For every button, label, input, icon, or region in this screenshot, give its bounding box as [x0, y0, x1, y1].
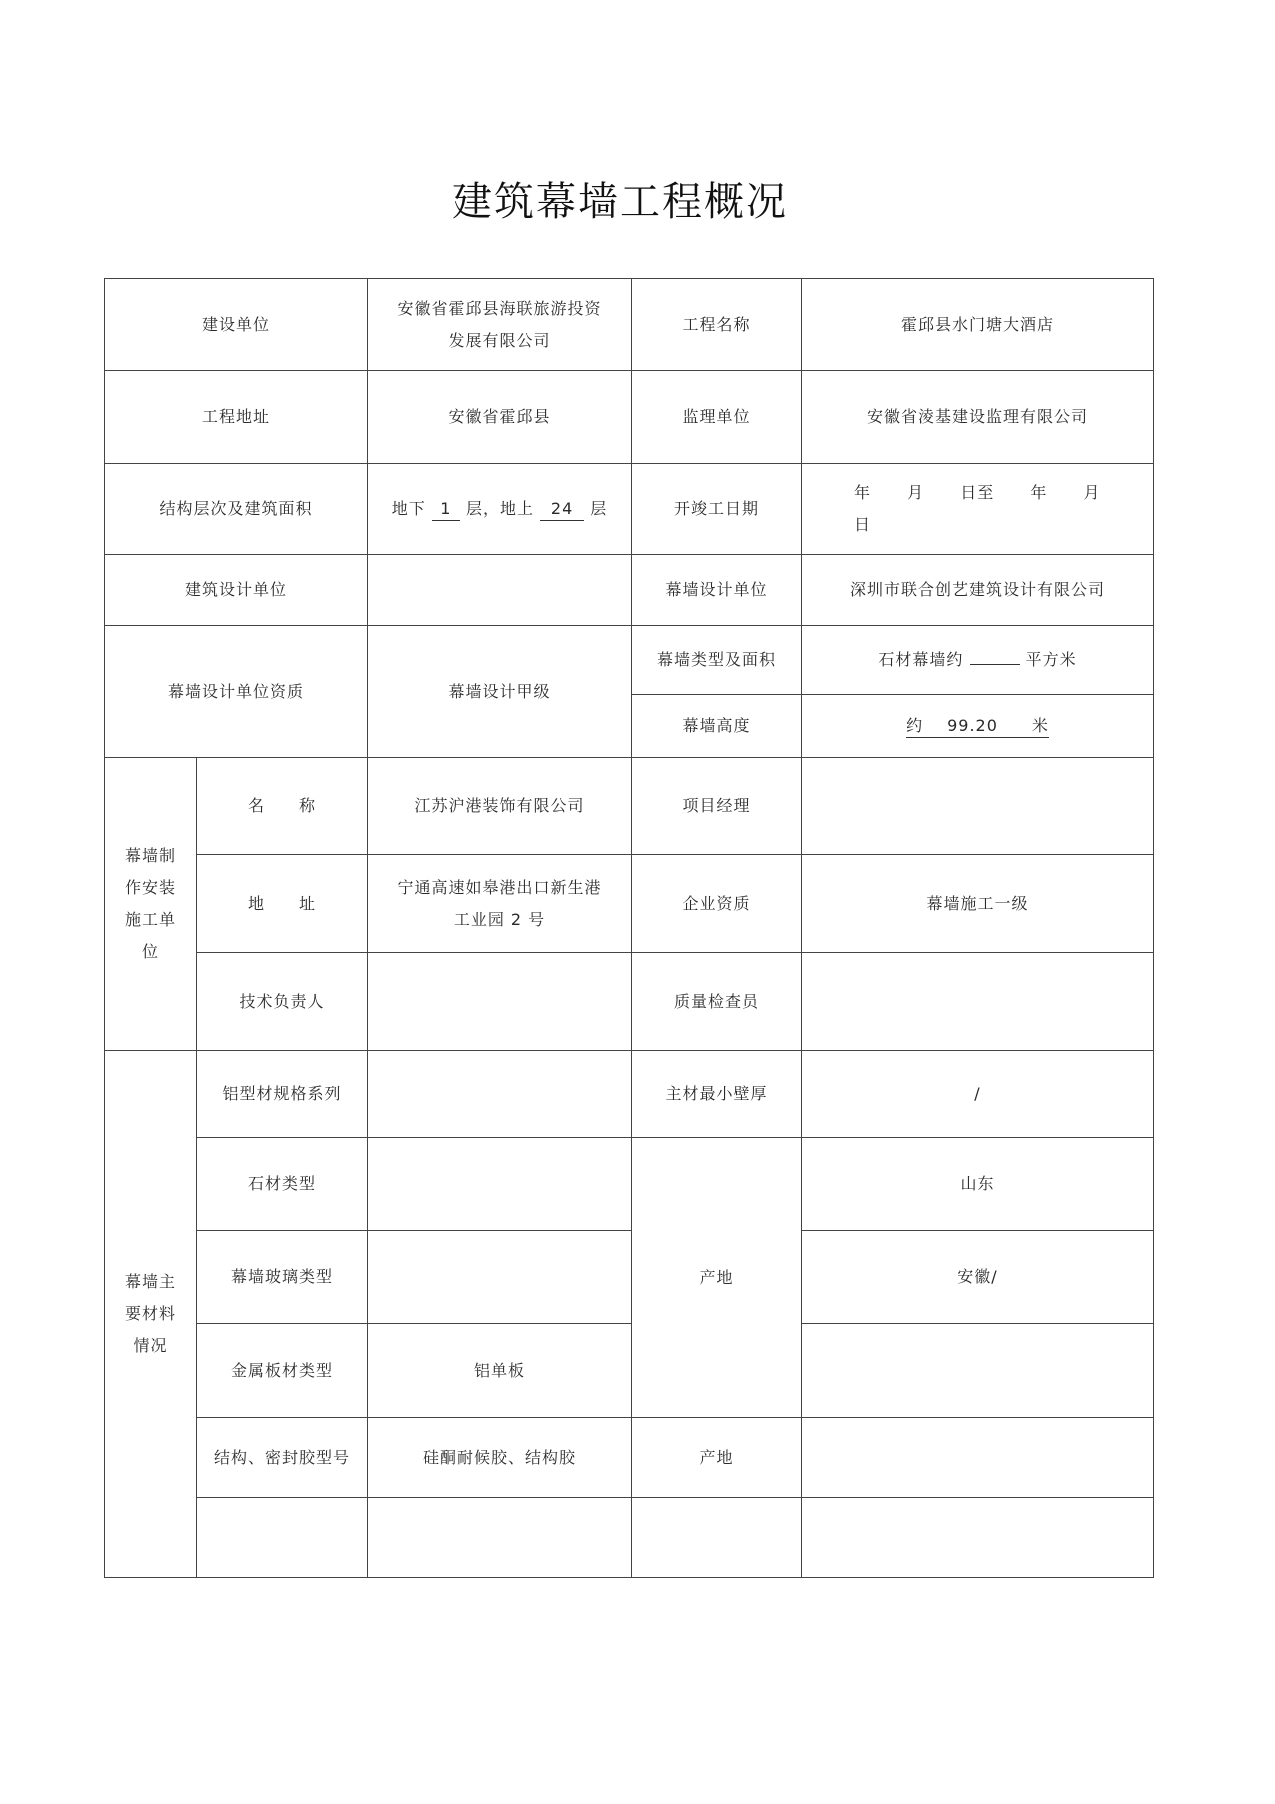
table-row [105, 1418, 1154, 1498]
pm-label: 项目经理 [632, 758, 802, 855]
contractor-addr-value: 宁通高速如皋港出口新生港 工业园 2 号 [368, 855, 632, 953]
above-floors: 24 [540, 498, 584, 521]
qc-value [802, 953, 1154, 1051]
empty-cell [368, 1498, 632, 1578]
origin-label: 产地 [632, 1138, 802, 1418]
curtain-design-value: 深圳市联合创艺建筑设计有限公司 [802, 555, 1154, 626]
page-title: 建筑幕墙工程概况 [452, 179, 788, 225]
stone-origin: 山东 [802, 1138, 1154, 1231]
empty-cell [197, 1498, 368, 1578]
qc-label: 质量检查员 [632, 953, 802, 1051]
metal-origin [802, 1324, 1154, 1418]
glass-value [368, 1231, 632, 1324]
table-row [105, 371, 1154, 464]
contractor-name-label: 名 称 [197, 758, 368, 855]
height-label: 幕墙高度 [632, 695, 802, 758]
tech-label: 技术负责人 [197, 953, 368, 1051]
design-qual-label: 幕墙设计单位资质 [105, 626, 368, 758]
empty-cell [632, 1498, 802, 1578]
stone-value [368, 1138, 632, 1231]
area-blank [970, 664, 1020, 665]
qual-label: 企业资质 [632, 855, 802, 953]
sealant-origin [802, 1418, 1154, 1498]
pm-value [802, 758, 1154, 855]
curtain-design-label: 幕墙设计单位 [632, 555, 802, 626]
table-row [105, 464, 1154, 555]
table-row [105, 1138, 1154, 1231]
table-row [105, 758, 1154, 855]
metal-label: 金属板材类型 [197, 1324, 368, 1418]
arch-design-label: 建筑设计单位 [105, 555, 368, 626]
underground-floors: 1 [432, 498, 460, 521]
type-area-value: 石材幕墙约 平方米 [802, 626, 1154, 695]
construction-unit-label: 建设单位 [105, 279, 368, 371]
address-value: 安徽省霍邱县 [368, 371, 632, 464]
height-value: 约 99.20 米 [802, 695, 1154, 758]
supervision-label: 监理单位 [632, 371, 802, 464]
contractor-name-value: 江苏沪港装饰有限公司 [368, 758, 632, 855]
empty-cell [802, 1498, 1154, 1578]
alu-value [368, 1051, 632, 1138]
project-name-label: 工程名称 [632, 279, 802, 371]
table-row [105, 626, 1154, 695]
glass-label: 幕墙玻璃类型 [197, 1231, 368, 1324]
arch-design-value [368, 555, 632, 626]
table-row [105, 953, 1154, 1051]
dates-label: 开竣工日期 [632, 464, 802, 555]
alu-label: 铝型材规格系列 [197, 1051, 368, 1138]
construction-unit-value: 安徽省霍邱县海联旅游投资 发展有限公司 [368, 279, 632, 371]
sealant-label: 结构、密封胶型号 [197, 1418, 368, 1498]
project-name-value: 霍邱县水门塘大酒店 [802, 279, 1154, 371]
supervision-value: 安徽省淩基建设监理有限公司 [802, 371, 1154, 464]
table-row [105, 1498, 1154, 1578]
design-qual-value: 幕墙设计甲级 [368, 626, 632, 758]
table-row [105, 1324, 1154, 1418]
address-label: 工程地址 [105, 371, 368, 464]
contractor-addr-label: 地 址 [197, 855, 368, 953]
metal-value: 铝单板 [368, 1324, 632, 1418]
table-row [105, 855, 1154, 953]
table-row [105, 279, 1154, 371]
stone-label: 石材类型 [197, 1138, 368, 1231]
contractor-group-label: 幕墙制 作安装 施工单 位 [105, 758, 197, 1051]
table-row [105, 555, 1154, 626]
overview-table [104, 278, 1154, 1578]
height-number: 99.20 [947, 716, 998, 735]
glass-origin: 安徽/ [802, 1231, 1154, 1324]
materials-group-label: 幕墙主 要材料 情况 [105, 1051, 197, 1578]
type-area-label: 幕墙类型及面积 [632, 626, 802, 695]
structure-label: 结构层次及建筑面积 [105, 464, 368, 555]
tech-value [368, 953, 632, 1051]
thick-value: / [802, 1051, 1154, 1138]
sealant-value: 硅酮耐候胶、结构胶 [368, 1418, 632, 1498]
sealant-origin-label: 产地 [632, 1418, 802, 1498]
table-row [105, 1231, 1154, 1324]
qual-value: 幕墙施工一级 [802, 855, 1154, 953]
thick-label: 主材最小壁厚 [632, 1051, 802, 1138]
structure-value: 地下 1 层，地上 24 层 [368, 464, 632, 555]
dates-value: 年 月 日至 年 月 日 [802, 464, 1154, 555]
table-row [105, 1051, 1154, 1138]
